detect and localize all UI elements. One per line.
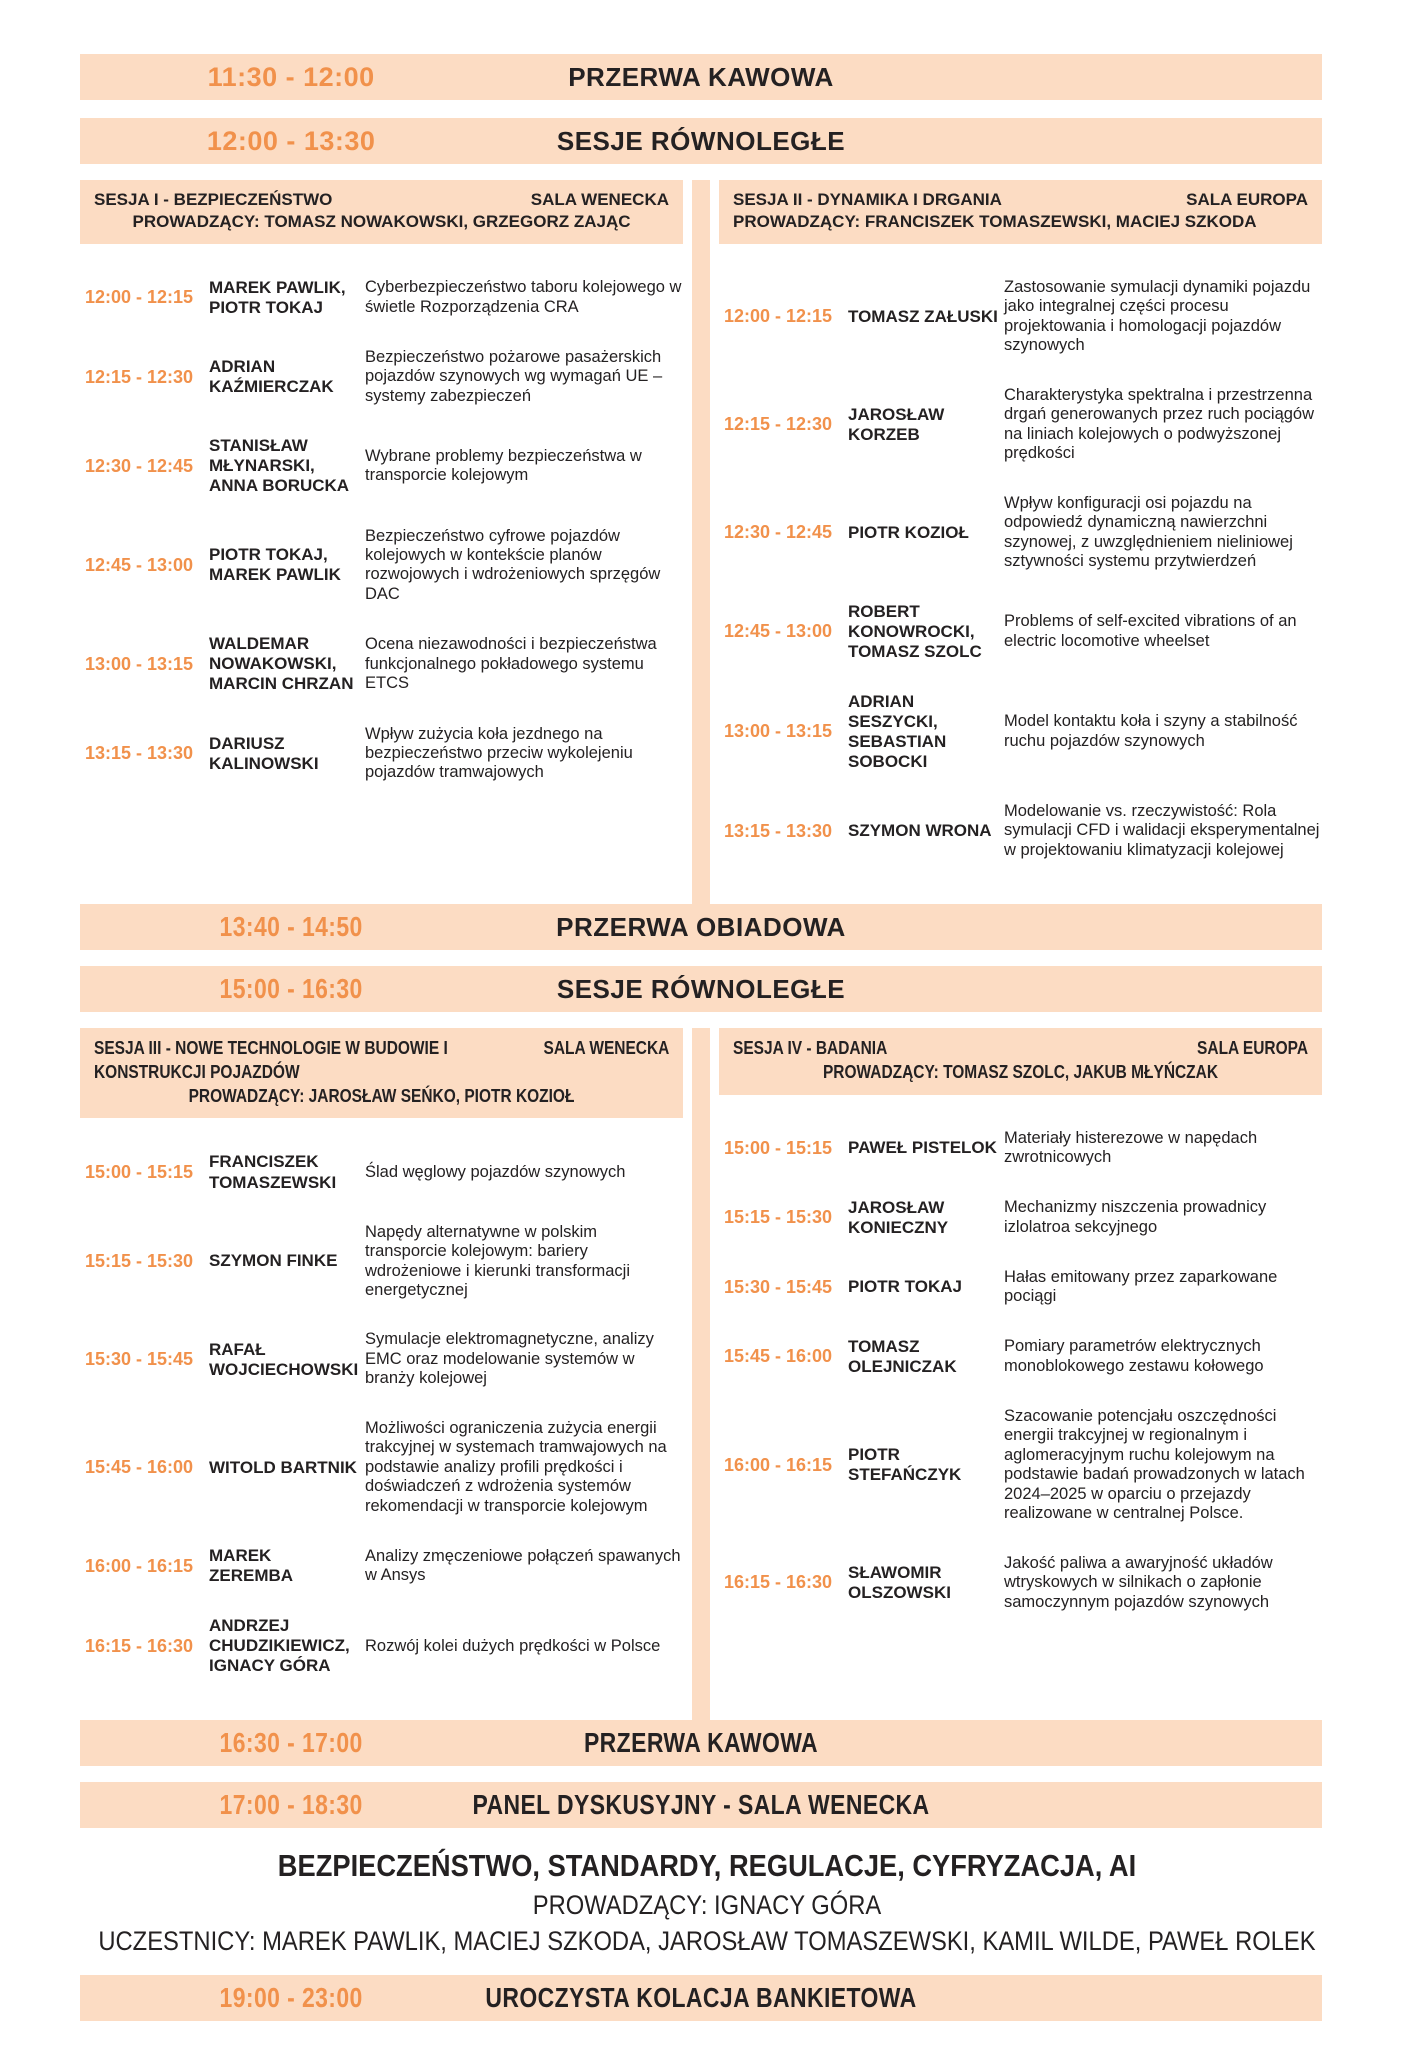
talk-speakers: PIOTR TOKAJ, MAREK PAWLIK [209, 545, 341, 585]
talk-title: Cyberbezpieczeństwo taboru kolejowego w świetle Rozporządzenia CRA [365, 278, 682, 316]
talk-time: 12:30 - 12:45 [85, 455, 194, 476]
talk-speakers: TOMASZ ZAŁUSKI [848, 306, 998, 326]
talk-row [85, 1546, 683, 1586]
talk-title: Wpływ konfiguracji osi pojazdu na odpowiedź dynamiczną nawierzchni szynowej, z uwzględnieniem nieliniowej sztywności systemu przytwierdzeń [1004, 493, 1293, 571]
session-chairs: PROWADZĄCY: FRANCISZEK TOMASZEWSKI, MACIEJ SZKODA [733, 212, 1257, 232]
talk-row [85, 1223, 683, 1301]
schedule-bar-coffee-break-1 [80, 54, 1322, 100]
talk-title: Wpływ zużycia koła jezdnego na bezpieczeństwo przeciw wykolejeniu pojazdów tramwajowych [365, 724, 633, 782]
session-title: SESJA III - NOWE TECHNOLOGIE W BUDOWIE I KONSTRUKCJI POJAZDÓW [94, 1038, 448, 1082]
session-room: SALA WENECKA [543, 1038, 669, 1059]
session-header-row [94, 1037, 669, 1085]
schedule-bar-discussion-panel [80, 1782, 1322, 1828]
talk-row [724, 802, 1322, 860]
session-4-talks [719, 1129, 1322, 1612]
discussion-panel-details [0, 1848, 1414, 1957]
talk-time: 13:15 - 13:30 [85, 743, 194, 764]
event-label: PRZERWA KAWOWA [583, 1727, 819, 1759]
talk-time: 16:15 - 16:30 [724, 1572, 833, 1593]
talk-row [85, 278, 683, 318]
talk-speakers: MAREK PAWLIK, PIOTR TOKAJ [209, 277, 346, 317]
session-header-row [94, 189, 669, 211]
talk-time: 13:15 - 13:30 [724, 820, 833, 841]
talk-row [85, 436, 683, 496]
talk-title: Analizy zmęczeniowe połączeń spawanych w Ansys [365, 1546, 681, 1585]
talk-time: 15:45 - 16:00 [724, 1346, 833, 1367]
talk-title: Napędy alternatywne w polskim transporcie kolejowym: bariery wdrożeniowe i kierunki transformacji energetycznej [365, 1222, 631, 1299]
session-chairs: PROWADZĄCY: TOMASZ SZOLC, JAKUB MŁYŃCZAK [822, 1061, 1219, 1082]
talk-row [724, 1407, 1322, 1524]
talk-time: 12:15 - 12:30 [85, 366, 194, 387]
talk-row [85, 1330, 683, 1388]
talk-time: 16:00 - 16:15 [724, 1454, 833, 1475]
session-4-header [719, 1028, 1322, 1095]
talk-time: 15:30 - 15:45 [85, 1349, 194, 1370]
talk-time: 12:45 - 13:00 [85, 554, 194, 575]
session-1-header [80, 180, 683, 244]
talk-speakers: RAFAŁ WOJCIECHOWSKI [209, 1339, 359, 1379]
talk-speakers: STANISŁAW MŁYNARSKI, ANNA BORUCKA [209, 436, 350, 496]
session-room: SALA WENECKA [530, 190, 669, 209]
talk-title: Wybrane problemy bezpieczeństwa w transporcie kolejowym [365, 446, 642, 485]
talk-title: Model kontaktu koła i szyny a stabilność ruchu pojazdów szynowych [1004, 712, 1298, 750]
talk-row [724, 278, 1322, 356]
talk-title: Ślad węglowy pojazdów szynowych [365, 1162, 626, 1181]
talk-time: 12:45 - 13:00 [724, 621, 833, 642]
talk-title: Materiały histerezowe w napędach zwrotnicowych [1004, 1128, 1258, 1167]
talk-time: 16:15 - 16:30 [85, 1635, 194, 1656]
event-label: PANEL DYSKUSYJNY - SALA WENECKA [472, 1789, 930, 1821]
event-label: PRZERWA KAWOWA [568, 61, 834, 92]
talk-time: 15:00 - 15:15 [724, 1137, 833, 1158]
talk-title: Modelowanie vs. rzeczywistość: Rola symulacji CFD i walidacji eksperymentalnej w projektowaniu klimatyzacji kolejowej [1004, 801, 1320, 859]
time-range-label: 12:00 - 13:30 [206, 125, 376, 156]
talk-row [85, 1616, 683, 1676]
talk-speakers: PIOTR TOKAJ [848, 1277, 962, 1297]
session-column-2 [719, 180, 1322, 860]
session-column-1 [80, 180, 683, 860]
panel-topic: BEZPIECZEŃSTWO, STANDARDY, REGULACJE, CYFRYZACJA, AI [277, 1848, 1137, 1884]
panel-participants: UCZESTNICY: MAREK PAWLIK, MACIEJ SZKODA, JAROSŁAW TOMASZEWSKI, KAMIL WILDE, PAWEŁ ROLEK [98, 1926, 1316, 1957]
talk-time: 12:30 - 12:45 [724, 522, 833, 543]
session-column-3 [80, 1028, 683, 1676]
talk-time: 12:00 - 12:15 [724, 306, 833, 327]
talk-title: Pomiary parametrów elektrycznych monoblokowego zestawu kołowego [1004, 1337, 1264, 1375]
talk-title: Zastosowanie symulacji dynamiki pojazdu jako integralnej części procesu projektowania i homologacji pojazdów szynowych [1004, 277, 1311, 355]
session-chairs: PROWADZĄCY: TOMASZ NOWAKOWSKI, GRZEGORZ ZAJĄC [132, 212, 631, 232]
talk-title: Bezpieczeństwo pożarowe pasażerskich pojazdów szynowych wg wymagań UE – systemy zabezpieczeń [365, 347, 663, 405]
event-label: SESJE RÓWNOLEGŁE [556, 125, 846, 156]
schedule-bar-parallel-sessions-1 [80, 118, 1322, 164]
talk-row [85, 634, 683, 694]
time-range-label: 11:30 - 12:00 [207, 61, 375, 92]
talk-title: Możliwości ograniczenia zużycia energii trakcyjnej w systemach tramwajowych na podstawie analizy profili prędkości i doświadczeń z wdrożenia systemów rekomendacji w transporcie kolejowym [365, 1418, 667, 1515]
talk-row [724, 1198, 1322, 1238]
talk-title: Bezpieczeństwo cyfrowe pojazdów kolejowych w kontekście planów rozwojowych i wdrożeniowych sprzęgów DAC [365, 526, 661, 603]
session-title: SESJA IV - BADANIA [733, 1038, 888, 1059]
talk-row [724, 1129, 1322, 1168]
time-range-label: 15:00 - 16:30 [219, 973, 363, 1005]
talk-row [724, 1554, 1322, 1612]
talk-speakers: SŁAWOMIR OLSZOWSKI [848, 1562, 951, 1602]
talk-row [724, 692, 1322, 772]
session-1-talks [80, 278, 683, 783]
talk-row [85, 348, 683, 406]
talk-title: Rozwój kolei dużych prędkości w Polsce [365, 1636, 661, 1655]
talk-title: Jakość paliwa a awaryjność układów wtryskowych w silnikach o zapłonie samoczynnym pojazdów szynowych [1004, 1553, 1273, 1611]
parallel-sessions-block-2 [80, 1028, 1322, 1720]
event-label: SESJE RÓWNOLEGŁE [556, 973, 846, 1004]
event-label: UROCZYSTA KOLACJA BANKIETOWA [485, 1982, 917, 2014]
session-title: SESJA II - DYNAMIKA I DRGANIA [733, 190, 1002, 209]
talk-title: Symulacje elektromagnetyczne, analizy EMC oraz modelowanie systemów w branży kolejowej [365, 1330, 654, 1388]
time-range-label: 19:00 - 23:00 [219, 1982, 363, 2014]
session-header-row [733, 1037, 1308, 1061]
talk-title: Mechanizmy niszczenia prowadnicy izlolatroa sekcyjnego [1004, 1198, 1267, 1236]
talk-speakers: MAREK ZEREMBA [209, 1546, 294, 1586]
talk-speakers: PIOTR STEFAŃCZYK [848, 1445, 962, 1485]
schedule-bar-parallel-sessions-2 [80, 966, 1322, 1012]
time-range-label: 13:40 - 14:50 [219, 911, 363, 943]
talk-speakers: FRANCISZEK TOMASZEWSKI [209, 1152, 337, 1192]
talk-time: 15:15 - 15:30 [724, 1207, 833, 1228]
talk-speakers: JAROSŁAW KONIECZNY [848, 1197, 949, 1237]
talk-title: Hałas emitowany przez zaparkowane pociągi [1004, 1267, 1278, 1306]
talk-time: 15:45 - 16:00 [85, 1457, 194, 1478]
session-title: SESJA I - BEZPIECZEŃSTWO [94, 190, 333, 209]
talk-row [724, 386, 1322, 464]
talk-speakers: PIOTR KOZIOŁ [848, 522, 969, 542]
talk-row [85, 725, 683, 783]
talk-row [724, 494, 1322, 572]
talk-time: 15:00 - 15:15 [85, 1162, 194, 1183]
event-label: PRZERWA OBIADOWA [556, 911, 846, 942]
talk-speakers: DARIUSZ KALINOWSKI [209, 733, 319, 773]
schedule-bar-banquet-dinner [80, 1975, 1322, 2021]
talk-row [724, 602, 1322, 662]
talk-row [724, 1268, 1322, 1307]
talk-row [724, 1337, 1322, 1377]
parallel-sessions-block-1 [80, 180, 1322, 904]
session-2-talks [719, 278, 1322, 860]
session-3-header [80, 1028, 683, 1118]
talk-title: Ocena niezawodności i bezpieczeństwa funkcjonalnego pokładowego systemu ETCS [365, 635, 657, 693]
talk-title: Charakterystyka spektralna i przestrzenna drgań generowanych przez ruch pociągów na liniach kolejowych o podwyższonej prędkości [1004, 385, 1315, 463]
talk-row [85, 527, 683, 605]
panel-chair: PROWADZĄCY: IGNACY GÓRA [532, 1890, 882, 1921]
talk-time: 12:15 - 12:30 [724, 414, 833, 435]
talk-speakers: JAROSŁAW KORZEB [848, 404, 945, 444]
talk-row [85, 1152, 683, 1192]
session-header-row [733, 189, 1308, 211]
time-range-label: 16:30 - 17:00 [219, 1727, 363, 1759]
session-room: SALA EUROPA [1197, 1038, 1308, 1059]
conference-program-page [0, 54, 1414, 2054]
talk-speakers: ROBERT KONOWROCKI, TOMASZ SZOLC [848, 601, 982, 661]
talk-time: 15:15 - 15:30 [85, 1251, 194, 1272]
talk-row [85, 1419, 683, 1516]
talk-title: Szacowanie potencjału oszczędności energii trakcyjnej w regionalnym i aglomeracyjnym ruchu kolejowym na podstawie badań prowadzonych w latach 2024–2025 w oparciu o przejazdy realizowane w centralnej Polsce. [1004, 1406, 1305, 1523]
talk-speakers: SZYMON WRONA [848, 821, 992, 840]
session-room: SALA EUROPA [1186, 190, 1308, 209]
session-column-4 [719, 1028, 1322, 1676]
talk-speakers: ADRIAN KAŹMIERCZAK [209, 357, 334, 397]
talk-time: 16:00 - 16:15 [85, 1555, 194, 1576]
session-2-header [719, 180, 1322, 244]
session-3-talks [80, 1152, 683, 1676]
talk-speakers: WALDEMAR NOWAKOWSKI, MARCIN CHRZAN [209, 634, 354, 694]
talk-speakers: ANDRZEJ CHUDZIKIEWICZ, IGNACY GÓRA [209, 1616, 350, 1676]
talk-speakers: SZYMON FINKE [209, 1251, 338, 1271]
schedule-bar-lunch-break [80, 904, 1322, 950]
talk-time: 13:00 - 13:15 [724, 721, 833, 742]
talk-time: 13:00 - 13:15 [85, 653, 194, 674]
talk-title: Problems of self-excited vibrations of an electric locomotive wheelset [1004, 612, 1297, 650]
talk-speakers: TOMASZ OLEJNICZAK [848, 1336, 957, 1376]
talk-speakers: ADRIAN SESZYCKI, SEBASTIAN SOBOCKI [848, 691, 947, 771]
talk-speakers: PAWEŁ PISTELOK [848, 1138, 997, 1158]
schedule-bar-coffee-break-2 [80, 1720, 1322, 1766]
time-range-label: 17:00 - 18:30 [219, 1789, 363, 1821]
talk-time: 12:00 - 12:15 [85, 287, 194, 308]
session-chairs: PROWADZĄCY: JAROSŁAW SEŃKO, PIOTR KOZIOŁ [188, 1085, 575, 1106]
talk-speakers: WITOLD BARTNIK [209, 1457, 357, 1477]
talk-time: 15:30 - 15:45 [724, 1276, 833, 1297]
